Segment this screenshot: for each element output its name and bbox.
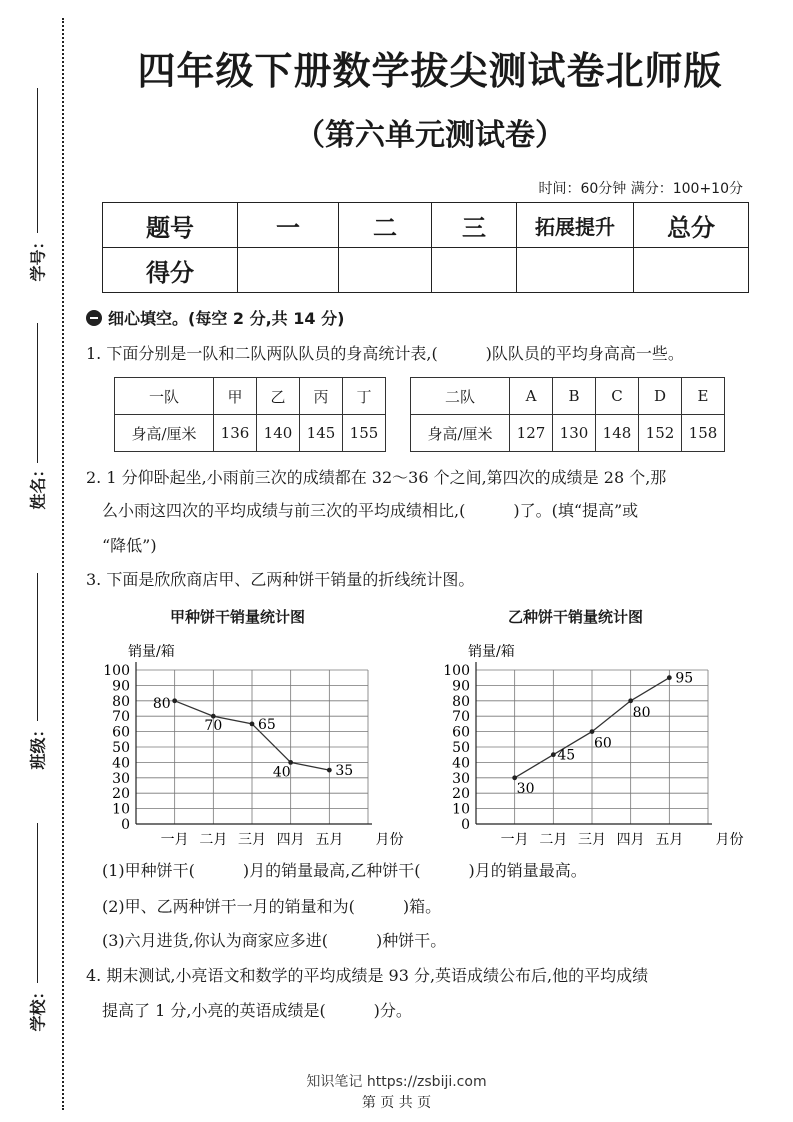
school-label: 学校：	[28, 983, 48, 1032]
student-id-blank[interactable]	[37, 88, 38, 233]
y-tick-label: 20	[452, 786, 470, 803]
y-tick-label: 100	[103, 663, 130, 679]
y-tick-label: 0	[121, 817, 130, 833]
table-cell: 身高/厘米	[411, 415, 510, 452]
question-3-sub-2: (2)甲、乙两种饼干一月的销量和为( )箱。	[102, 897, 442, 916]
binding-dotted-line	[62, 18, 64, 1110]
x-axis-label: 月份	[375, 832, 404, 848]
class-field[interactable]	[22, 565, 58, 770]
page-title: 四年级下册数学拔尖测试卷北师版	[137, 49, 723, 93]
question-2-line-2: 么小雨这四次的平均成绩与前三次的平均成绩相比,( )了。(填“提高”或	[102, 501, 639, 520]
y-tick-label: 100	[443, 663, 470, 679]
data-label: 35	[335, 763, 354, 780]
table-cell: 一队	[115, 378, 214, 415]
minus-circle-icon	[86, 310, 102, 326]
y-axis-label: 销量/箱	[128, 644, 175, 660]
score-input-cell[interactable]	[517, 248, 634, 293]
x-tick-label: 一月	[500, 832, 529, 848]
team-1-height-table	[114, 377, 386, 452]
y-tick-label: 20	[112, 786, 130, 803]
section-1-heading-text: 细心填空。(每空 2 分,共 14 分)	[108, 309, 345, 328]
table-row	[115, 378, 386, 415]
footer-page-number: 第 页 共 页	[361, 1095, 432, 1111]
score-table-score-row	[103, 248, 749, 293]
x-tick-label: 一月	[160, 832, 189, 848]
y-tick-label: 40	[452, 755, 470, 772]
score-table-header-row	[103, 203, 749, 248]
data-point	[512, 775, 517, 780]
x-tick-label: 二月	[199, 832, 228, 848]
page-subtitle: （第六单元测试卷）	[295, 118, 565, 153]
question-2-line-3: “降低”)	[102, 536, 157, 555]
chart-b-yi-biscuit-sales	[430, 636, 760, 848]
data-label: 80	[152, 695, 171, 712]
data-point	[590, 729, 595, 734]
y-tick-label: 40	[112, 755, 130, 772]
x-tick-label: 四月	[276, 832, 305, 848]
table-cell: 148	[596, 415, 639, 452]
student-id-field[interactable]	[22, 80, 58, 285]
data-label: 40	[272, 764, 291, 781]
school-field[interactable]	[22, 815, 58, 1040]
data-point	[172, 698, 177, 703]
table-cell: 145	[300, 415, 343, 452]
y-tick-label: 10	[112, 801, 130, 818]
school-blank[interactable]	[37, 823, 38, 983]
table-cell: 158	[682, 415, 725, 452]
question-3-sub-1: (1)甲种饼干( )月的销量最高,乙种饼干( )月的销量最高。	[102, 861, 587, 880]
question-4-line-2: 提高了 1 分,小亮的英语成绩是( )分。	[102, 1001, 412, 1020]
data-label: 65	[258, 716, 276, 733]
score-header-cell: 一	[238, 203, 339, 248]
y-tick-label: 70	[452, 709, 470, 726]
score-header-cell: 题号	[103, 203, 238, 248]
footer-site: 知识笔记 https://zsbiji.com	[306, 1074, 487, 1090]
name-field[interactable]	[22, 315, 58, 515]
data-point	[628, 698, 633, 703]
question-4-line-1: 4. 期末测试,小亮语文和数学的平均成绩是 93 分,英语成绩公布后,他的平均成绩	[86, 966, 649, 985]
section-1-heading	[86, 306, 344, 329]
chart-b-title: 乙种饼干销量统计图	[508, 608, 644, 626]
y-tick-label: 50	[452, 740, 470, 756]
data-point	[551, 752, 556, 757]
table-cell: 130	[553, 415, 596, 452]
table-cell: A	[510, 378, 553, 415]
name-label: 姓名：	[28, 461, 48, 510]
question-3-sub-3: (3)六月进货,你认为商家应多进( )种饼干。	[102, 931, 447, 950]
time-info: 时间：60分钟 满分：100+10分	[538, 181, 743, 197]
y-tick-label: 90	[112, 678, 130, 695]
team-2-height-table	[410, 377, 725, 452]
y-tick-label: 10	[452, 801, 470, 818]
data-label: 70	[204, 718, 223, 735]
table-cell: 丙	[300, 378, 343, 415]
table-row	[411, 378, 725, 415]
table-cell: 136	[214, 415, 257, 452]
table-cell: 127	[510, 415, 553, 452]
y-tick-label: 60	[112, 724, 130, 741]
x-axis-label: 月份	[715, 832, 744, 848]
question-3-text: 3. 下面是欣欣商店甲、乙两种饼干销量的折线统计图。	[86, 570, 475, 589]
table-cell: 身高/厘米	[115, 415, 214, 452]
data-label: 45	[557, 747, 576, 764]
y-tick-label: 30	[452, 770, 470, 787]
score-header-cell: 二	[339, 203, 432, 248]
table-cell: C	[596, 378, 639, 415]
question-2-line-1: 2. 1 分仰卧起坐,小雨前三次的成绩都在 32～36 个之间,第四次的成绩是 28 个,那	[86, 468, 667, 487]
y-tick-label: 80	[452, 693, 470, 710]
table-cell: 152	[639, 415, 682, 452]
data-label: 60	[594, 735, 612, 752]
score-header-cell: 拓展提升	[517, 203, 634, 248]
data-label: 95	[675, 670, 694, 687]
x-tick-label: 四月	[616, 832, 645, 848]
x-tick-label: 五月	[315, 832, 344, 848]
y-tick-label: 0	[461, 817, 470, 833]
score-row-label: 得分	[103, 248, 238, 293]
data-label: 30	[516, 780, 535, 797]
class-blank[interactable]	[37, 573, 38, 721]
table-row	[411, 415, 725, 452]
x-tick-label: 三月	[238, 832, 266, 848]
table-cell: 二队	[411, 378, 510, 415]
y-tick-label: 30	[112, 770, 130, 787]
score-input-cell[interactable]	[238, 248, 339, 293]
student-id-label: 学号：	[28, 233, 48, 282]
table-cell: D	[639, 378, 682, 415]
score-header-cell: 三	[432, 203, 517, 248]
data-point	[250, 722, 255, 727]
table-cell: 140	[257, 415, 300, 452]
table-cell: 155	[343, 415, 386, 452]
y-axis-label: 销量/箱	[468, 644, 515, 660]
table-cell: 乙	[257, 378, 300, 415]
data-point	[667, 675, 672, 680]
y-tick-label: 60	[452, 724, 470, 741]
y-tick-label: 70	[112, 709, 130, 726]
y-tick-label: 90	[452, 678, 470, 695]
score-input-cell[interactable]	[634, 248, 749, 293]
y-tick-label: 50	[112, 740, 130, 756]
table-cell: 丁	[343, 378, 386, 415]
x-tick-label: 二月	[539, 832, 568, 848]
name-blank[interactable]	[37, 323, 38, 463]
x-tick-label: 三月	[578, 832, 606, 848]
table-cell: 甲	[214, 378, 257, 415]
chart-a-title: 甲种饼干销量统计图	[170, 608, 306, 626]
data-label: 80	[632, 704, 651, 721]
y-tick-label: 80	[112, 693, 130, 710]
table-cell: B	[553, 378, 596, 415]
score-input-cell[interactable]	[432, 248, 517, 293]
table-row	[115, 415, 386, 452]
class-label: 班级：	[28, 721, 48, 770]
chart-a-jia-biscuit-sales	[90, 636, 420, 848]
score-input-cell[interactable]	[339, 248, 432, 293]
score-header-cell: 总分	[634, 203, 749, 248]
question-1-text: 1. 下面分别是一队和二队两队队员的身高统计表,( )队队员的平均身高高一些。	[86, 344, 684, 363]
table-cell: E	[682, 378, 725, 415]
x-tick-label: 五月	[655, 832, 684, 848]
data-point	[327, 768, 332, 773]
score-table	[102, 202, 749, 293]
